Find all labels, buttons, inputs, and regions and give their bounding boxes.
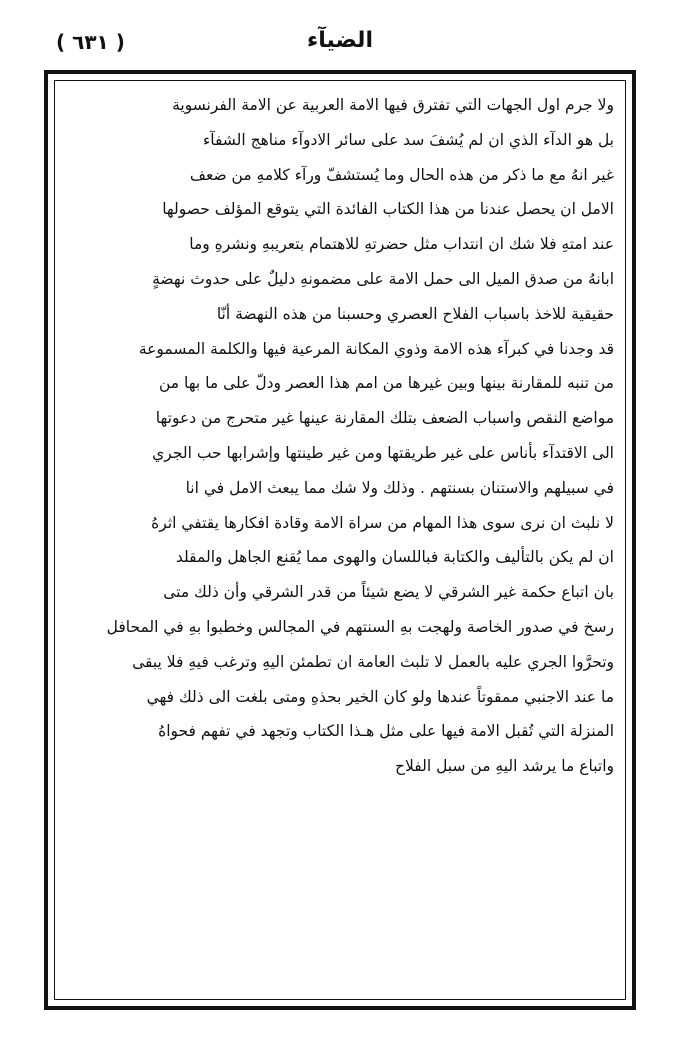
text-line: ابانهُ من صدق الميل الى حمل الامة على مضمونهِ دليلٌ على حدوث نهضةٍ [152,269,614,288]
text-line: بان اتباع حكمة غير الشرقي لا يضع شيئاً من قدر الشرقي وأن ذلك متى [163,583,614,602]
text-line: بل هو الدآء الذي ان لم يُشفَ سد على سائر الادوآء مناهج الشفآء [202,130,614,149]
journal-title: الضيآء [307,28,373,53]
text-line: ما عند الاجنبي ممقوتاً عندها ولو كان الخير بحذهِ ومتى بلغت الى ذلك فهي [146,687,614,706]
page-header [48,28,632,68]
body-text [66,88,614,784]
text-line: واتباع ما يرشد اليهِ من سبل الفلاح [395,757,614,776]
text-line: مواضع النقص واسباب الضعف بتلك المقارنة عينها غير متحرج من دعوتها [155,409,614,428]
text-line: من تنبه للمقارنة بينها وبين غيرها من امم هذا العصر ودلّ على ما بها من [159,374,614,393]
text-line: حقيقية للاخذ باسباب الفلاح العصري وحسبنا من هذه النهضة أنّا [216,304,614,323]
text-line: قد وجدنا في كبرآء هذه الامة وذوي المكانة المرعية فيها والكلمة المسموعة [138,339,614,358]
text-line: في سبيلهم والاستنان بسنتهم . وذلك ولا شك مما يبعث الامل في انا [185,478,614,497]
page-number: ( ٦٣١ ) [56,30,125,54]
text-line: وتحرَّوا الجري عليه بالعمل لا تلبث العامة ان تطمئن اليهِ وترغب فيهِ فلا يبقى [132,652,614,671]
text-line: المنزلة التي تُقبل الامة فيها على مثل هـذا الكتاب وتجهد في تفهم فحواهُ [158,722,614,741]
text-line: ان لم يكن بالتأليف والكتابة فباللسان والهوى مما يُقنع الجاهل والمقلد [175,548,614,567]
text-line: الى الاقتدآء بأناس على غير طريقتها ومن غير طينتها وإشرابها حب الجري [152,443,614,462]
text-line: الامل ان يحصل عندنا من هذا الكتاب الفائدة التي يتوقع المؤلف حصولها [162,200,614,219]
text-line: عند امتهِ فلا شك ان انتداب مثل حضرتهِ للاهتمام بتعريبهِ ونشرهِ وما [189,235,614,254]
text-line: لا نلبث ان نرى سوى هذا المهام من سراة الامة وقادة افكارها يقتفي اثرهُ [151,513,614,532]
text-line: ولا جرم اول الجهات التي تفترق فيها الامة العربية عن الامة الفرنسوية [172,96,614,114]
text-line: رسخ في صدور الخاصة ولهجت بهِ السنتهم في المجالس وخطبوا بهِ في المحافل [106,617,614,636]
text-line: غير انهُ مع ما ذكر من هذه الحال وما يُستشفّ ورآء كلامهِ من ضعف [189,165,614,184]
